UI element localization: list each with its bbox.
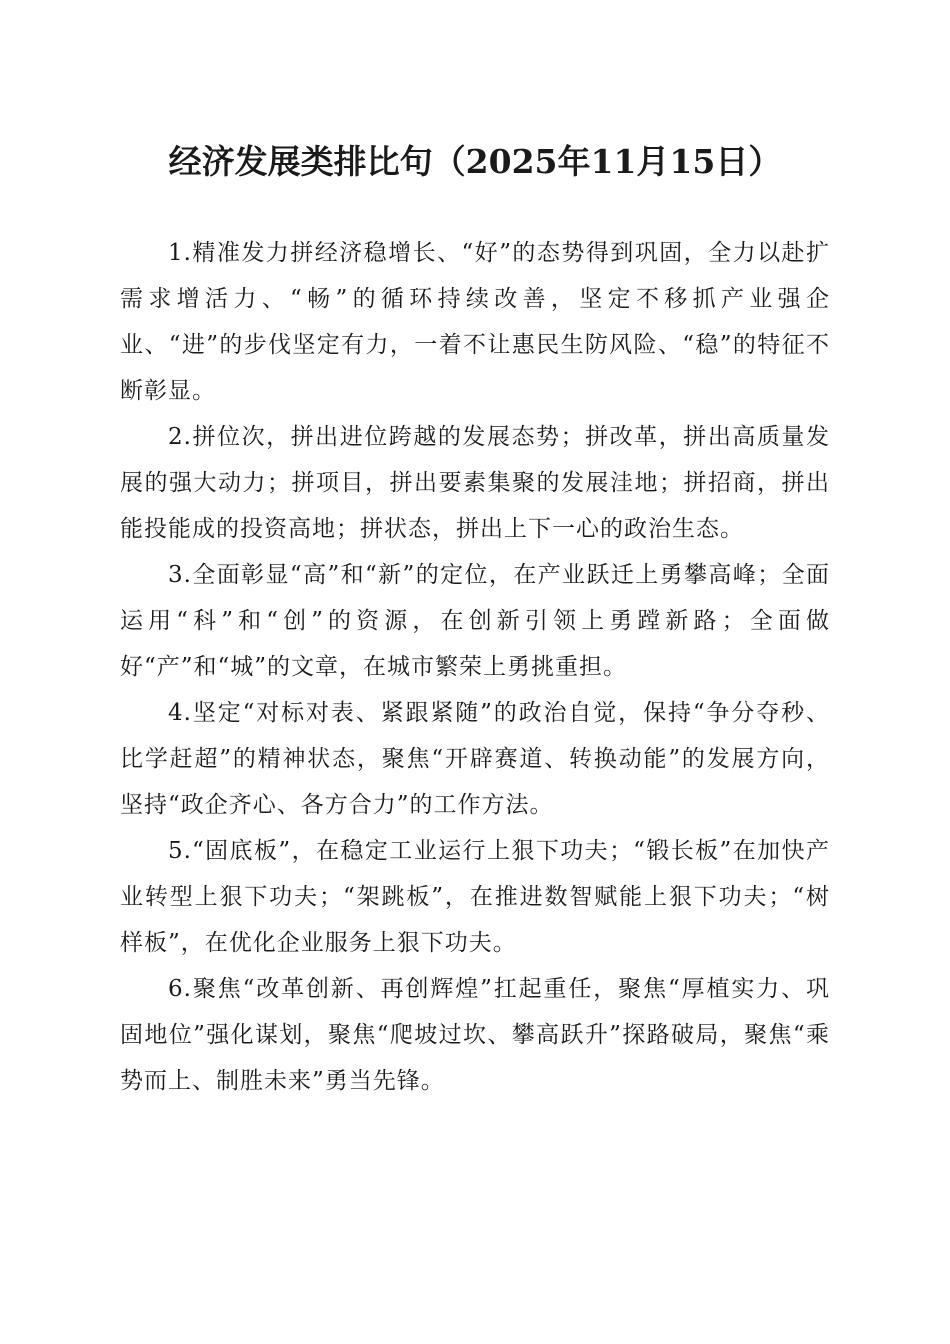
paragraph-4: 4.坚定“对标对表、紧跟紧随”的政治自觉，保持“争分夺秒、比学赶超”的精神状态，聚焦“开辟赛道、转换动能”的发展方向，坚持“政企齐心、各方合力”的工作方法。 [120,700,830,818]
paragraph-5: 5.“固底板”，在稳定工业运行上狠下功夫；“锻长板”在加快产业转型上狠下功夫；“架跳板”，在推进数智赋能上狠下功夫；“树样板”，在优化企业服务上狠下功夫。 [120,838,830,956]
paragraph-6: 6.聚焦“改革创新、再创辉煌”扛起重任，聚焦“厚植实力、巩固地位”强化谋划，聚焦“爬坡过坎、攀高跃升”探路破局，聚焦“乘势而上、制胜未来”勇当先锋。 [120,976,830,1094]
paragraph-1: 1.精准发力拼经济稳增长、“好”的态势得到巩固，全力以赴扩需求增活力、“畅”的循环持续改善，坚定不移抓产业强企业、“进”的步伐坚定有力，一着不让惠民生防风险、“稳”的特征不断彰显。 [120,240,830,404]
paragraph-2: 2.拼位次，拼出进位跨越的发展态势；拼改革，拼出高质量发展的强大动力；拼项目，拼出要素集聚的发展洼地；拼招商，拼出能投能成的投资高地；拼状态，拼出上下一心的政治生态。 [120,424,830,542]
paragraph-3: 3.全面彰显“高”和“新”的定位，在产业跃迁上勇攀高峰；全面运用“科”和“创”的资源，在创新引领上勇蹚新路；全面做好“产”和“城”的文章，在城市繁荣上勇挑重担。 [120,562,830,680]
document-title: 经济发展类排比句（2025年11月15日） [168,142,782,181]
document-body [120,230,830,1104]
